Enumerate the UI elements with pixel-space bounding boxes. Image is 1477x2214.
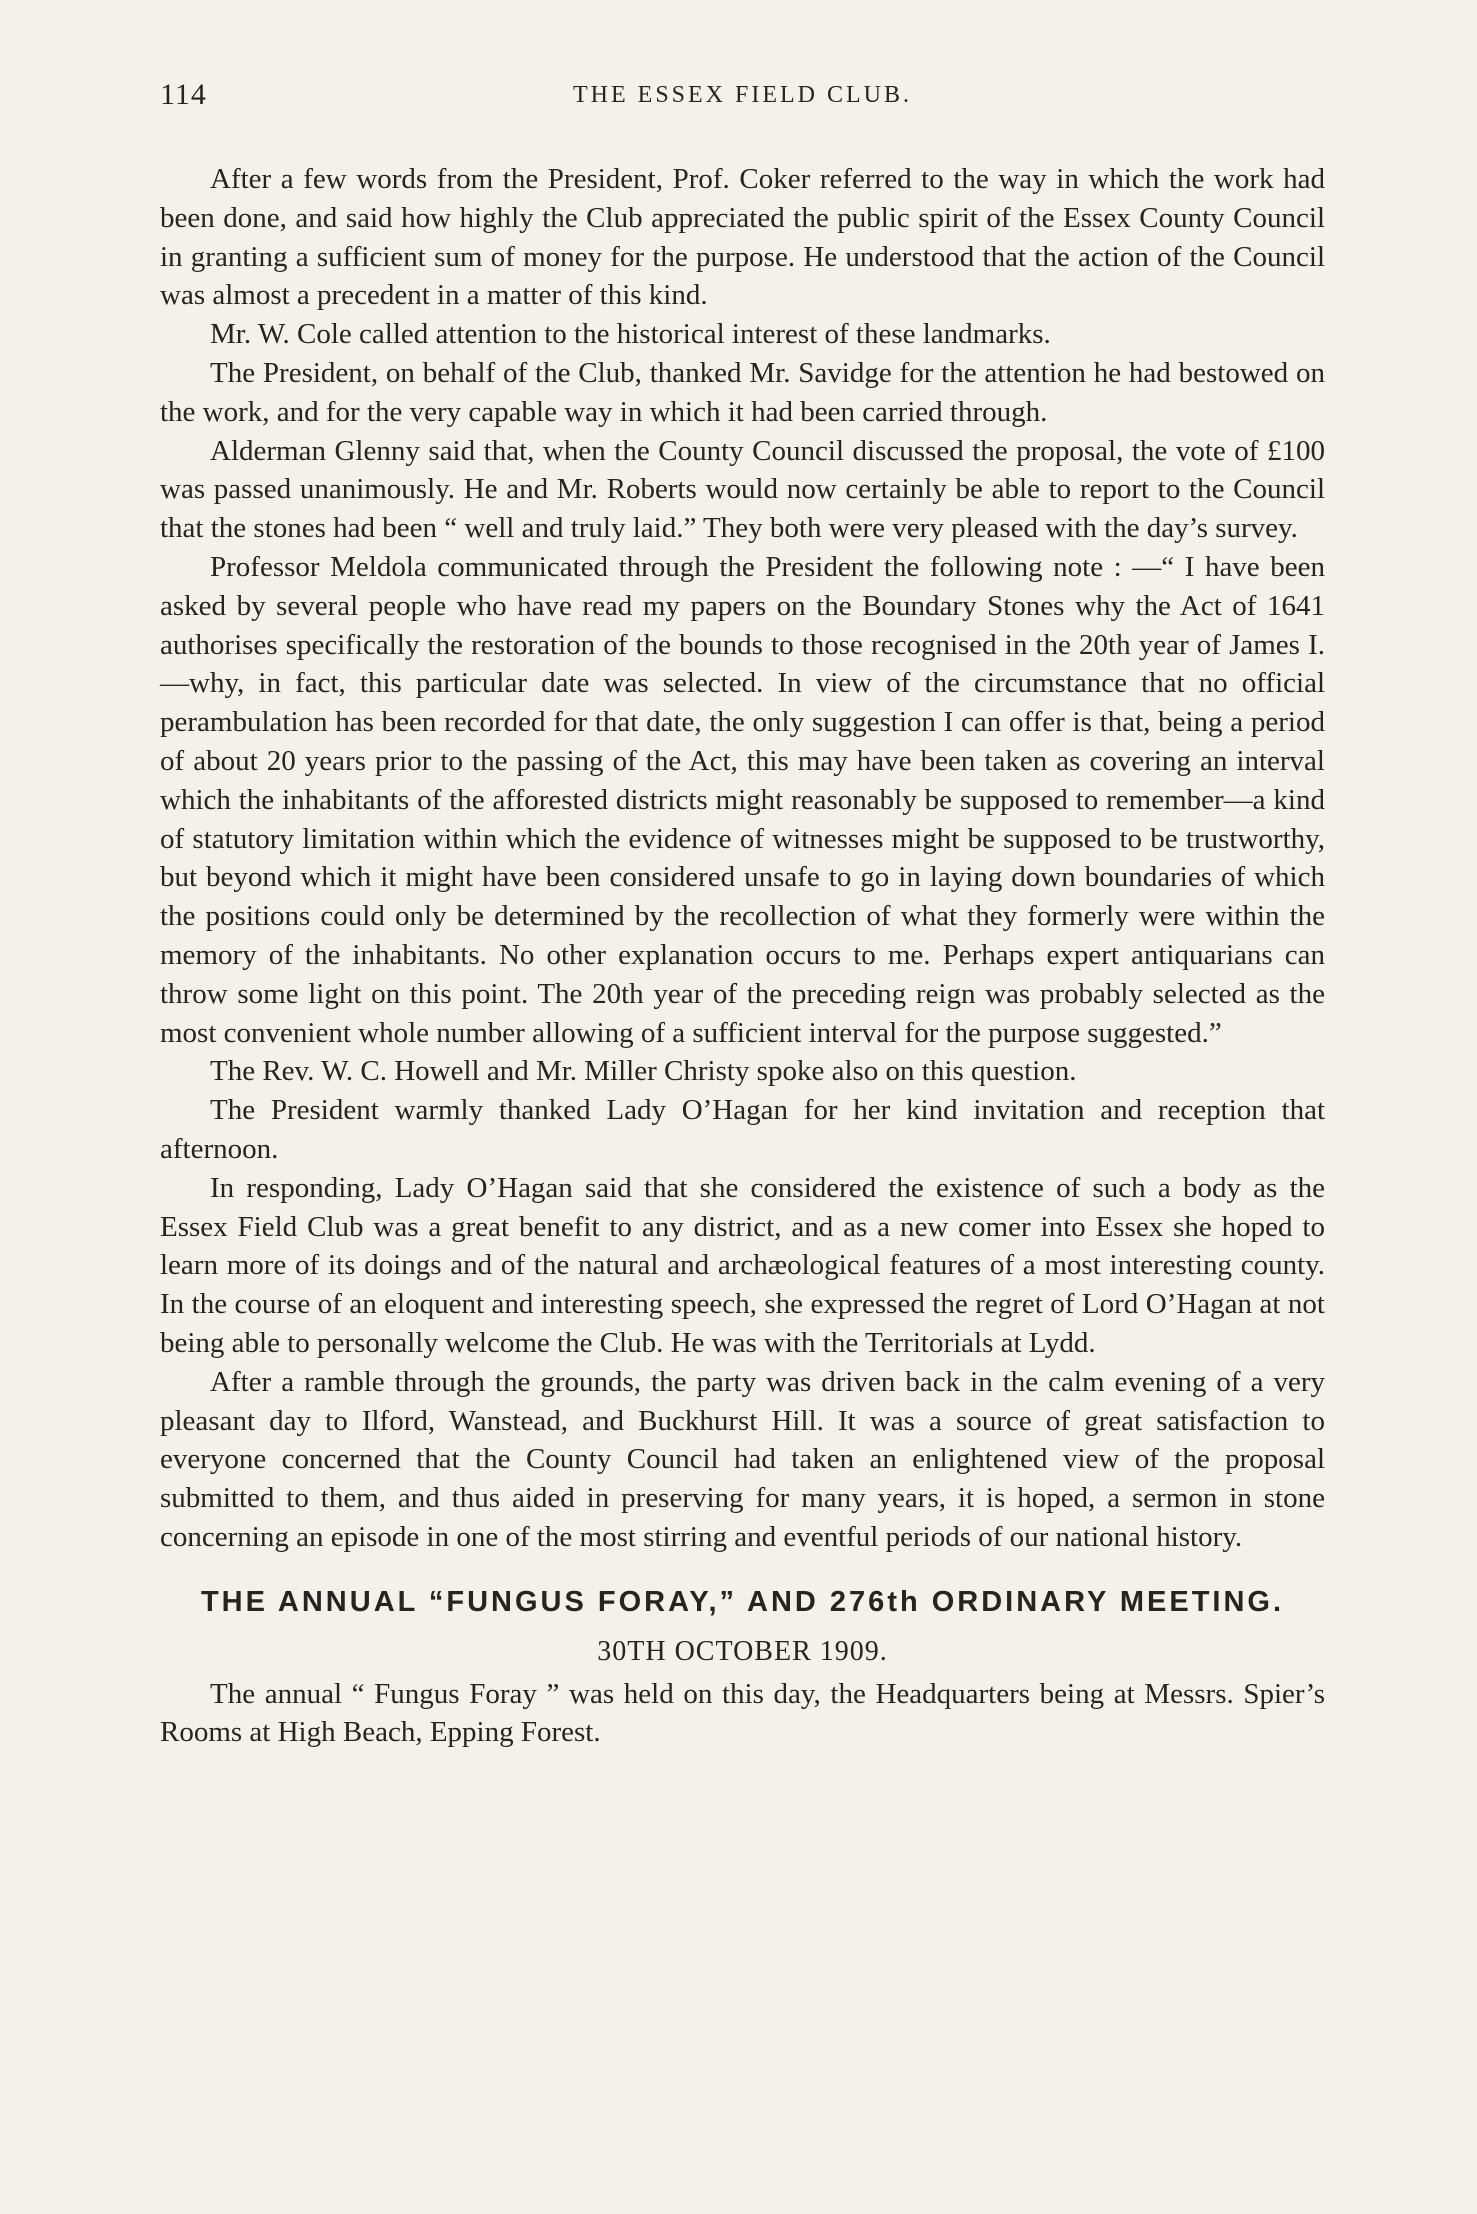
paragraph-howell-christy: The Rev. W. C. Howell and Mr. Miller Christy spoke also on this question. xyxy=(210,1055,1077,1088)
paragraph-president-thanks-savidge: The President, on behalf of the Club, thanked Mr. Savidge for the attention he had bestowed on the work, and for the very capable way in which it had been carried through. xyxy=(160,356,1325,428)
paragraph-lady-ohagan-response: In responding, Lady O’Hagan said that she considered the existence of such a body as the Essex Field Club was a great benefit to any district, and as a new comer into Essex she hoped to learn more of its doings and of the natural and archæological features of a most interesting county. In the course of an eloquent and interesting speech, she expressed the regret of Lord O’Hagan at not being able to personally welcome the Club. He was with the Territorials at Lydd. xyxy=(160,1171,1325,1359)
paragraph-glenny-remarks: Alderman Glenny said that, when the County Council discussed the proposal, the vote of £100 was passed unanimously. He and Mr. Roberts would now certainly be able to report to the Council that the stones had been “ well and truly laid.” They both were very pleased with the day’s survey. xyxy=(160,434,1325,545)
page-number: 114 xyxy=(160,78,207,111)
paragraph-coker-remarks: After a few words from the President, Prof. Coker referred to the way in which the work had been done, and said how highly the Club appreciated the public spirit of the Essex County Council in granting a sufficient sum of money for the purpose. He understood that the action of the Council was almost a precedent in a matter of this kind. xyxy=(160,163,1325,312)
paragraph-cole-remarks: Mr. W. Cole called attention to the historical interest of these landmarks. xyxy=(210,318,1051,351)
section-heading: THE ANNUAL “FUNGUS FORAY,” AND 276th ORDINARY MEETING. xyxy=(200,1585,1285,1618)
paragraph-closing-ramble: After a ramble through the grounds, the party was driven back in the calm evening of a very pleasant day to Ilford, Wanstead, and Buckhurst Hill. It was a source of great satisfaction to everyone concerned that the County Council had taken an enlightened view of the proposal submitted to them, and thus aided in preserving for many years, it is hoped, a sermon in stone concerning an episode in one of the most stirring and eventful periods of our national history. xyxy=(160,1365,1325,1553)
journal-title: THE ESSEX FIELD CLUB. xyxy=(573,82,912,108)
body-text xyxy=(160,160,1325,1752)
paragraph-meldola-note: Professor Meldola communicated through the President the following note : —“ I have been asked by several people who have read my papers on the Boundary Stones why the Act of 1641 authorises specifically the restoration of the bounds to those recognised in the 20th year of James I.—why, in fact, this particular date was selected. In view of the circumstance that no official perambulation has been recorded for that date, the only suggestion I can offer is that, being a period of about 20 years prior to the passing of the Act, this may have been taken as covering an interval which the inhabitants of the afforested districts might reasonably be supposed to remember—a kind of statutory limitation within which the evidence of witnesses might be supposed to be trustworthy, but beyond which it might have been considered unsafe to go in laying down boundaries of which the positions could only be determined by the recollection of what they formerly were within the memory of the inhabitants. No other explanation occurs to me. Perhaps expert antiquarians can throw some light on this point. The 20th year of the preceding reign was probably selected as the most convenient whole number allowing of a sufficient interval for the purpose suggested.” xyxy=(160,550,1325,1049)
running-head xyxy=(160,78,1325,118)
paragraph-president-thanks-ohagan: The President warmly thanked Lady O’Hagan for her kind invitation and reception that afternoon. xyxy=(160,1094,1325,1165)
paragraph-fungus-foray: The annual “ Fungus Foray ” was held on this day, the Headquarters being at Messrs. Spier’s Rooms at High Beach, Epping Forest. xyxy=(160,1677,1325,1749)
section-date: 30TH OCTOBER 1909. xyxy=(597,1635,888,1667)
